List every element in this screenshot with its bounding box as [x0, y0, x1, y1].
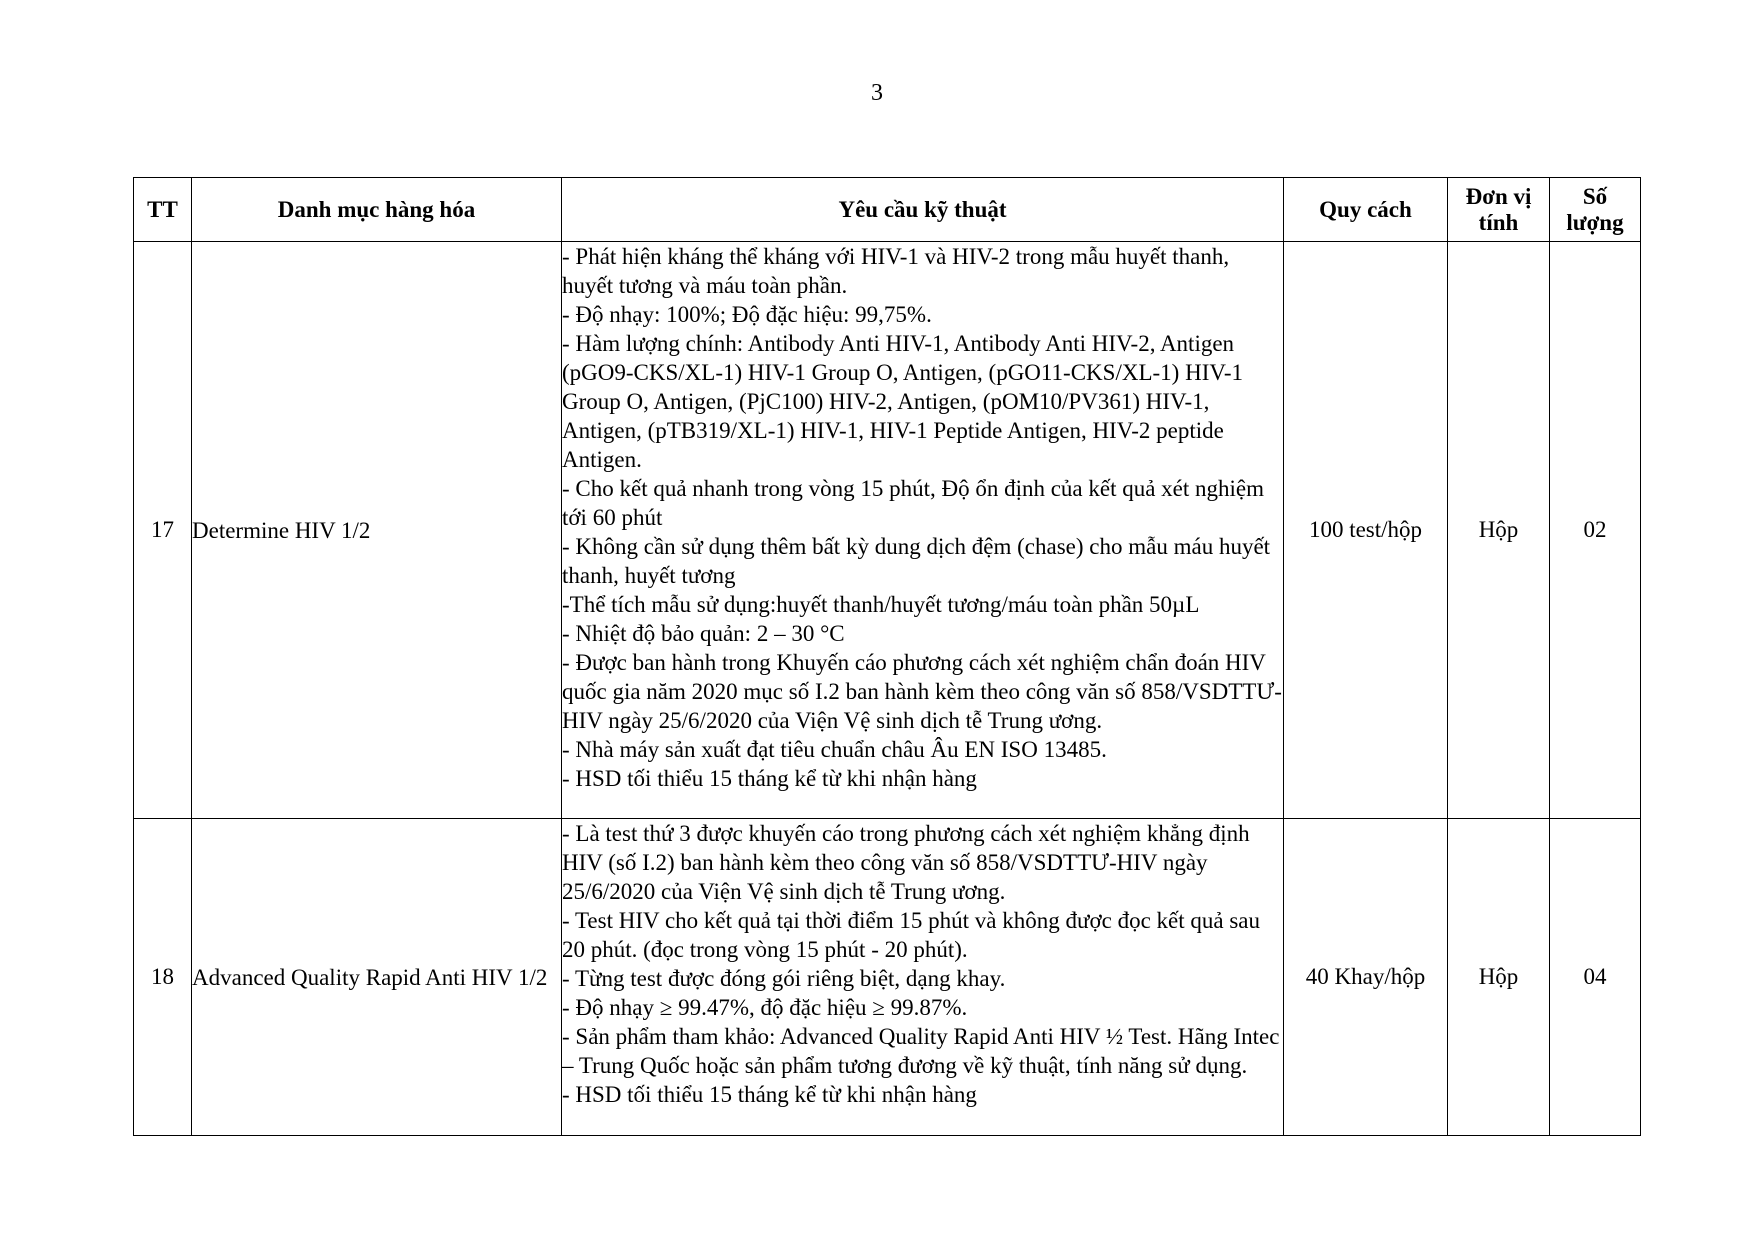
spec-line: - Hàm lượng chính: Antibody Anti HIV-1, Antibody Anti HIV-2, Antigen (pGO9-CKS/XL-1) HIV-1 Group O, Antigen, (pGO11-CKS/XL-1) HIV-1 Group O, Antigen, (PjC100) HIV-2, Antigen, (pOM10/PV361) HIV-1, Antigen, (pTB319/XL-1) HIV-1, HIV-1 Peptide Antigen, HIV-2 peptide Antigen. [562, 331, 1244, 472]
table-row [134, 819, 1641, 1136]
header-unit-line2: tính [1478, 209, 1519, 235]
spec-line: - Độ nhạy: 100%; Độ đặc hiệu: 99,75%. [562, 302, 932, 327]
header-quantity-line1: Số [1582, 183, 1608, 209]
spec-line: - Cho kết quả nhanh trong vòng 15 phút, Độ ổn định của kết quả xét nghiệm tới 60 phút [562, 476, 1265, 530]
spec-line: - HSD tối thiểu 15 tháng kể từ khi nhận hàng [562, 766, 977, 791]
spec-line: - Phát hiện kháng thể kháng với HIV-1 và HIV-2 trong mẫu huyết thanh, huyết tương và máu toàn phần. [562, 244, 1230, 298]
header-unit-line1: Đơn vị [1465, 183, 1532, 209]
spec-line: - Là test thứ 3 được khuyến cáo trong phương cách xét nghiệm khẳng định HIV (số I.2) ban hành kèm theo công văn số 858/VSDTTƯ-HIV ngày 25/6/2020 của Viện Vệ sinh dịch tễ Trung ương. [562, 821, 1250, 904]
spec-line: - HSD tối thiểu 15 tháng kể từ khi nhận hàng [562, 1082, 977, 1107]
row-goods-name: Advanced Quality Rapid Anti HIV 1/2 [192, 819, 562, 1136]
header-quantity [1550, 178, 1641, 242]
row-technical-requirements [562, 819, 1284, 1136]
row-unit: Hộp [1448, 819, 1550, 1136]
spec-line: - Nhiệt độ bảo quản: 2 – 30 °C [562, 621, 845, 646]
table-row [134, 242, 1641, 819]
row-tt: 17 [134, 242, 192, 819]
row-tt: 18 [134, 819, 192, 1136]
row-packing: 40 Khay/hộp [1284, 819, 1448, 1136]
header-quantity-line2: lượng [1566, 209, 1624, 235]
spec-line: - Nhà máy sản xuất đạt tiêu chuẩn châu Âu EN ISO 13485. [562, 737, 1107, 762]
goods-table [133, 177, 1641, 1136]
table-header-row [134, 178, 1641, 242]
spec-line: -Thể tích mẫu sử dụng:huyết thanh/huyết tương/máu toàn phần 50µL [562, 592, 1200, 617]
row-quantity: 04 [1550, 819, 1641, 1136]
page-number: 3 [871, 80, 883, 106]
spec-line: - Độ nhạy ≥ 99.47%, độ đặc hiệu ≥ 99.87%. [562, 995, 968, 1020]
header-packing: Quy cách [1284, 178, 1448, 242]
row-packing: 100 test/hộp [1284, 242, 1448, 819]
spec-line: - Test HIV cho kết quả tại thời điểm 15 phút và không được đọc kết quả sau 20 phút. (đọc trong vòng 15 phút - 20 phút). [562, 908, 1260, 962]
header-goods-name: Danh mục hàng hóa [192, 178, 562, 242]
row-goods-name: Determine HIV 1/2 [192, 242, 562, 819]
header-unit [1448, 178, 1550, 242]
spec-line: - Được ban hành trong Khuyến cáo phương cách xét nghiệm chẩn đoán HIV quốc gia năm 2020 mục số I.2 ban hành kèm theo công văn số 858/VSDTTƯ-HIV ngày 25/6/2020 của Viện Vệ sinh dịch tễ Trung ương. [562, 650, 1282, 733]
row-technical-requirements [562, 242, 1284, 819]
spec-line: - Không cần sử dụng thêm bất kỳ dung dịch đệm (chase) cho mẫu máu huyết thanh, huyết tương [562, 534, 1271, 588]
row-unit: Hộp [1448, 242, 1550, 819]
header-tt: TT [134, 178, 192, 242]
spec-line: - Sản phẩm tham khảo: Advanced Quality Rapid Anti HIV ½ Test. Hãng Intec – Trung Quốc hoặc sản phẩm tương đương về kỹ thuật, tính năng sử dụng. [562, 1024, 1280, 1078]
header-technical-requirements: Yêu cầu kỹ thuật [562, 178, 1284, 242]
row-quantity: 02 [1550, 242, 1641, 819]
spec-line: - Từng test được đóng gói riêng biệt, dạng khay. [562, 966, 1006, 991]
